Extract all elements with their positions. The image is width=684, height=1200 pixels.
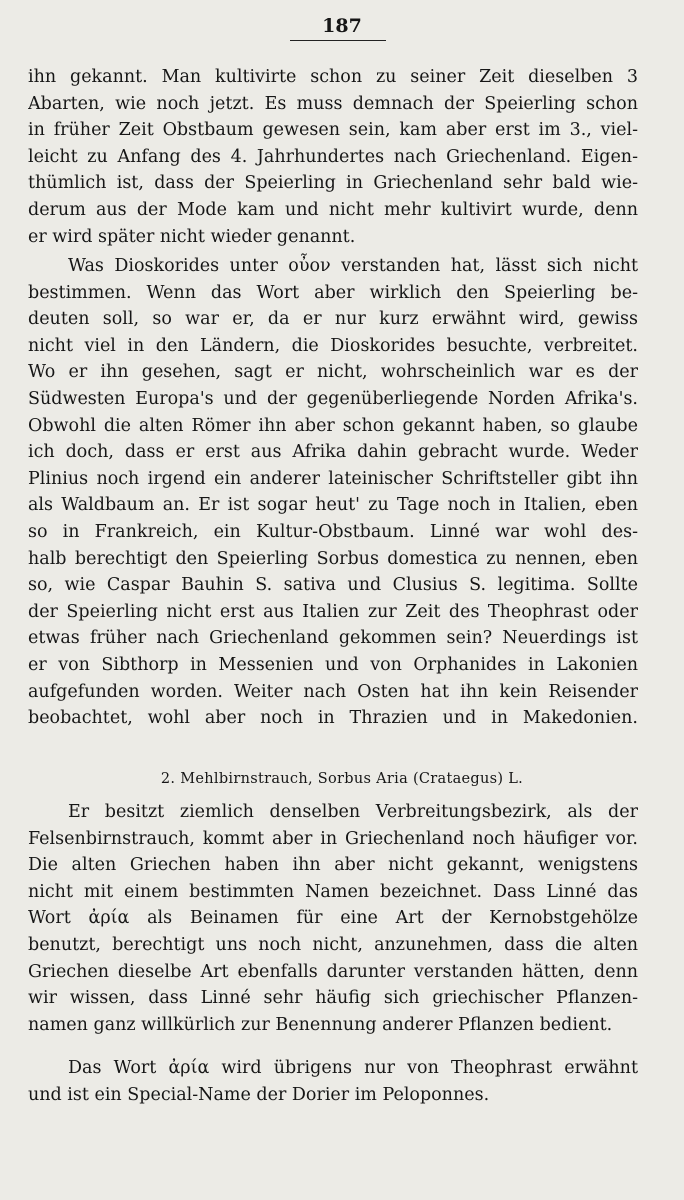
text-line: der Speierling nicht erst aus Italien zur Zeit des Theophrast oder <box>28 601 638 622</box>
text-line: wir wissen, dass Linné sehr häufig sich griechischer Pflanzen- <box>28 988 638 1009</box>
text-line: Er besitzt ziemlich denselben Verbreitungsbezirk, als der <box>68 802 638 822</box>
text-line: etwas früher nach Griechenland gekommen sein? Neuerdings ist <box>28 628 638 649</box>
text-line: deuten soll, so war er, da er nur kurz erwähnt wird, gewiss <box>28 309 638 330</box>
text-line: so, wie Caspar Bauhin S. sativa und Clusius S. legitima. Sollte <box>28 575 638 596</box>
text-line: derum aus der Mode kam und nicht mehr kultivirt wurde, denn <box>28 199 638 220</box>
text-line: Das Wort ἀρία wird übrigens nur von Theophrast erwähnt <box>68 1058 638 1078</box>
text-line: als Waldbaum an. Er ist sogar heut' zu Tage noch in Italien, eben <box>28 495 638 516</box>
text-line: Griechen dieselbe Art ebenfalls darunter verstanden hätten, denn <box>28 961 638 982</box>
text-line: halb berechtigt den Speierling Sorbus domestica zu nennen, eben <box>28 548 638 569</box>
text-line: in früher Zeit Obstbaum gewesen sein, kam aber erst im 3., viel- <box>28 120 638 141</box>
text-line: und ist ein Special-Name der Dorier im Peloponnes. <box>28 1084 490 1105</box>
text-line: er von Sibthorp in Messenien und von Orphanides in Lakonien <box>28 654 638 675</box>
text-line: Wo er ihn gesehen, sagt er nicht, wohrscheinlich war es der <box>28 362 638 383</box>
paragraph <box>28 799 638 1038</box>
header-rule <box>290 40 386 41</box>
page-number: 187 <box>322 15 362 37</box>
text-line: aufgefunden worden. Weiter nach Osten hat ihn kein Reisender <box>28 681 638 702</box>
text-line: Wort ἀρία als Beinamen für eine Art der Kernobstgehölze <box>28 908 638 929</box>
paragraph <box>28 64 638 250</box>
text-line: er wird später nicht wieder genannt. <box>28 226 356 247</box>
text-line: so in Frankreich, ein Kultur-Obstbaum. Linné war wohl des- <box>28 521 638 542</box>
text-line: ich doch, dass er erst aus Afrika dahin gebracht wurde. Weder <box>28 442 638 463</box>
text-line: Plinius noch irgend ein anderer lateinischer Schriftsteller gibt ihn <box>28 468 638 489</box>
text-line: bestimmen. Wenn das Wort aber wirklich den Speierling be- <box>28 282 638 303</box>
text-line: Was Dioskorides unter οὖον verstanden hat, lässt sich nicht <box>68 256 638 276</box>
text-line: nicht mit einem bestimmten Namen bezeichnet. Dass Linné das <box>28 881 638 902</box>
text-line: Obwohl die alten Römer ihn aber schon gekannt haben, so glaube <box>28 415 638 436</box>
text-line: nicht viel in den Ländern, die Dioskorides besuchte, verbreitet. <box>28 335 638 356</box>
paragraph <box>28 1055 638 1108</box>
text-line: namen ganz willkürlich zur Benennung anderer Pflanzen bedient. <box>28 1014 613 1035</box>
text-line: Die alten Griechen haben ihn aber nicht gekannt, wenigstens <box>28 855 638 876</box>
text-line: Abarten, wie noch jetzt. Es muss demnach der Speierling schon <box>28 93 638 114</box>
text-line: Südwesten Europa's und der gegenüberliegende Norden Afrika's. <box>28 388 638 409</box>
text-line: beobachtet, wohl aber noch in Thrazien und in Makedonien. <box>28 708 638 729</box>
text-line: ihn gekannt. Man kultivirte schon zu seiner Zeit dieselben 3 <box>28 67 638 87</box>
section-heading: 2. Mehlbirnstrauch, Sorbus Aria (Crataegus) L. <box>160 771 524 787</box>
text-line: Felsenbirnstrauch, kommt aber in Griechenland noch häufiger vor. <box>28 828 638 849</box>
text-line: thümlich ist, dass der Speierling in Griechenland sehr bald wie- <box>28 173 638 194</box>
paragraph <box>28 253 638 732</box>
text-line: leicht zu Anfang des 4. Jahrhundertes nach Griechenland. Eigen- <box>28 146 638 167</box>
text-line: benutzt, berechtigt uns noch nicht, anzunehmen, dass die alten <box>28 934 638 955</box>
